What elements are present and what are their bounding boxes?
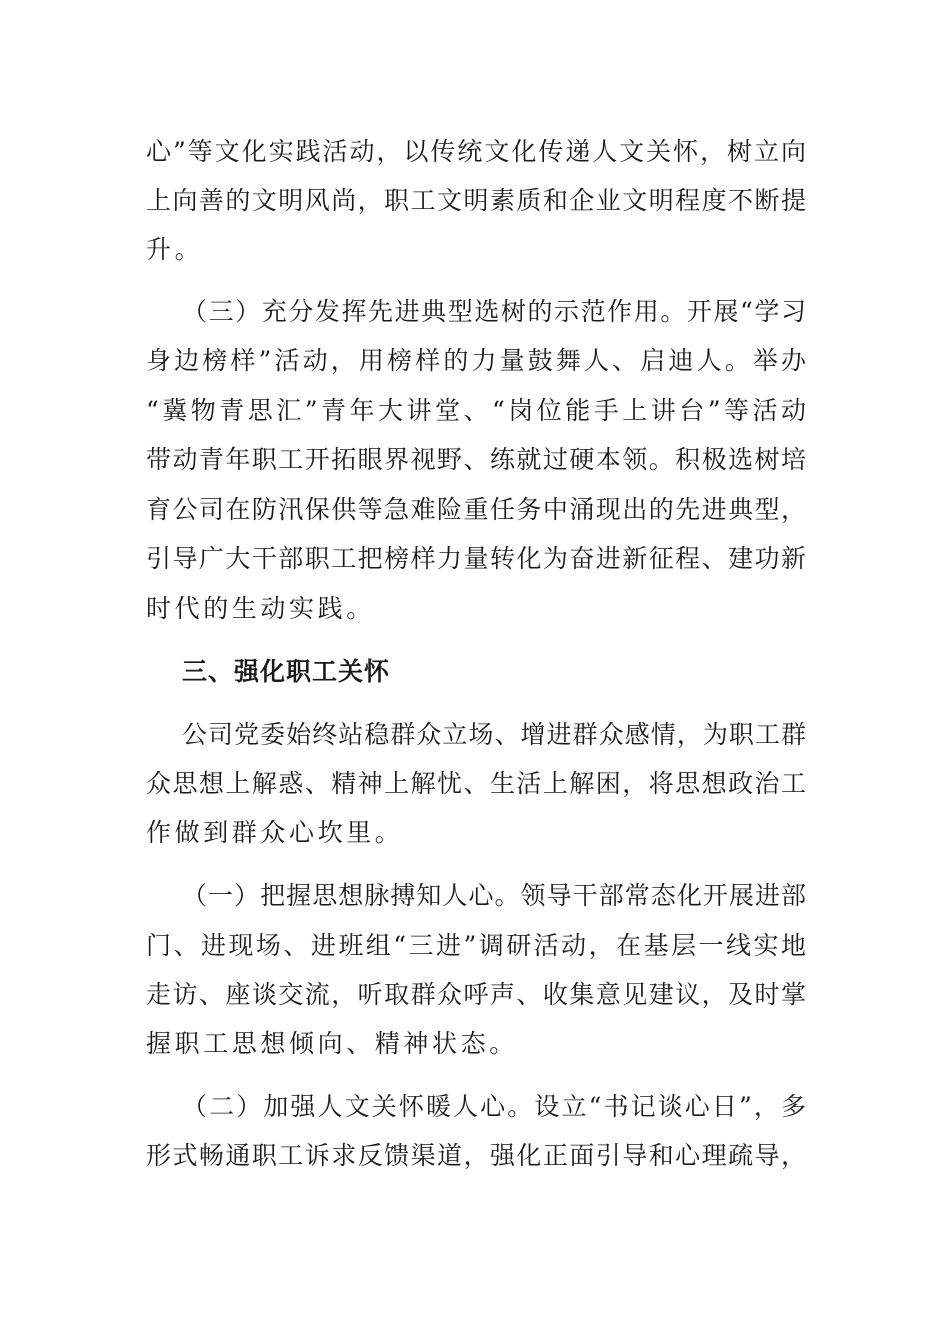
paragraph-2-line-1: （三）充分发挥先进典型选树的示范作用。开展“学习 xyxy=(182,297,806,326)
paragraph-1-line-1: 心”等文化实践活动，以传统文化传递人文关怀，树立向 xyxy=(146,137,806,166)
paragraph-2-line-3: “冀物青思汇”青年大讲堂、“岗位能手上讲台”等活动 xyxy=(146,396,806,425)
paragraph-1-line-3: 升。 xyxy=(146,235,204,264)
paragraph-4-line-4: 握职工思想倾向、精神状态。 xyxy=(146,1029,518,1058)
paragraph-3-line-1: 公司党委始终站稳群众立场、增进群众感情，为职工群 xyxy=(182,720,806,749)
paragraph-1-line-2: 上向善的文明风尚，职工文明素质和企业文明程度不断提 xyxy=(146,186,806,215)
paragraph-4-line-2: 门、进现场、进班组“三进”调研活动，在基层一线实地 xyxy=(146,931,806,960)
paragraph-2-line-2: 身边榜样”活动，用榜样的力量鼓舞人、启迪人。举办 xyxy=(146,346,806,375)
paragraph-2-line-4: 带动青年职工开拓眼界视野、练就过硬本领。积极选树培 xyxy=(146,445,806,474)
paragraph-2-line-7: 时代的生动实践。 xyxy=(146,594,375,623)
paragraph-2-line-6: 引导广大干部职工把榜样力量转化为奋进新征程、建功新 xyxy=(146,544,806,573)
paragraph-5-line-1: （二）加强人文关怀暖人心。设立“书记谈心日”，多 xyxy=(182,1092,806,1121)
paragraph-3-line-2: 众思想上解惑、精神上解忧、生活上解困，将思想政治工 xyxy=(146,769,806,798)
paragraph-4-line-3: 走访、座谈交流，听取群众呼声、收集意见建议，及时掌 xyxy=(146,980,806,1009)
section-heading: 三、强化职工关怀 xyxy=(182,657,391,686)
paragraph-3-line-3: 作做到群众心坎里。 xyxy=(146,818,404,847)
paragraph-4-line-1: （一）把握思想脉搏知人心。领导干部常态化开展进部 xyxy=(182,881,806,910)
paragraph-5-line-2: 形式畅通职工诉求反馈渠道，强化正面引导和心理疏导， xyxy=(146,1141,806,1170)
paragraph-2-line-5: 育公司在防汛保供等急难险重任务中涌现出的先进典型， xyxy=(146,495,806,524)
